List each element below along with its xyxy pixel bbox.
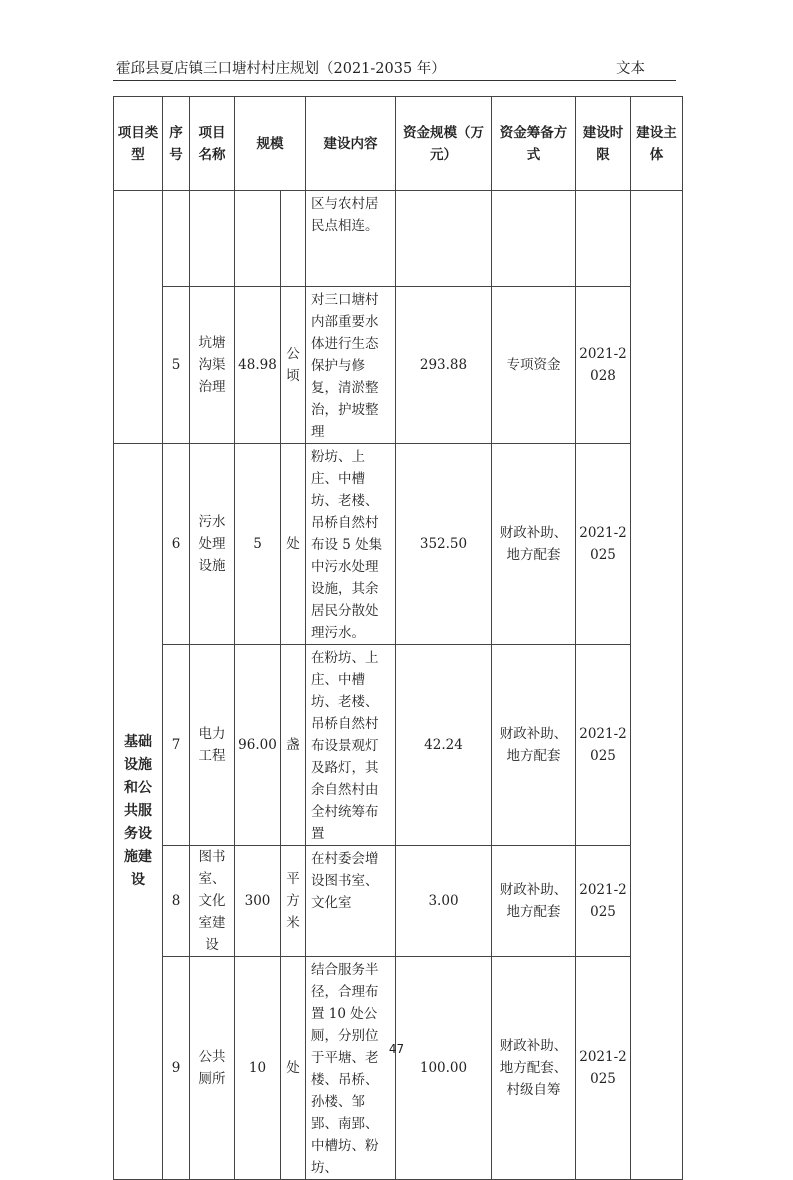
- seq-cell: 9: [163, 957, 190, 1180]
- content-cell: 在村委会增设图书室、文化室: [306, 846, 396, 957]
- col-header-content: 建设内容: [306, 97, 396, 191]
- source-cell: 财政补助、地方配套: [492, 846, 576, 957]
- col-header-fund: 资金规模（万元）: [396, 97, 492, 191]
- section-label: 文本: [616, 61, 645, 77]
- fund-cell: 352.50: [396, 444, 492, 645]
- source-cell: 财政补助、地方配套: [492, 645, 576, 846]
- name-cell: 公共厕所: [190, 957, 235, 1180]
- col-header-source: 资金筹备方式: [492, 97, 576, 191]
- table-row: [114, 846, 683, 957]
- fund-cell: 3.00: [396, 846, 492, 957]
- project-table: [113, 96, 683, 1180]
- page-number: 47: [388, 1042, 405, 1056]
- table-row: [114, 957, 683, 1180]
- col-header-owner: 建设主体: [631, 97, 683, 191]
- unit-cell: [281, 191, 306, 287]
- period-cell: 2021-2028: [576, 287, 631, 444]
- period-cell: [576, 191, 631, 287]
- seq-cell: 7: [163, 645, 190, 846]
- table-row: [114, 287, 683, 444]
- col-header-type: 项目类型: [114, 97, 163, 191]
- content-cell: 结合服务半径，合理布置 10 处公厕，分别位于平塘、老楼、吊桥、孙楼、邹郢、南郢、中槽坊、粉坊、: [306, 957, 396, 1180]
- col-header-scale: 规模: [235, 97, 306, 191]
- fund-cell: 42.24: [396, 645, 492, 846]
- document-title: 霍邱县夏店镇三口塘村村庄规划（2021-2035 年）: [116, 61, 446, 77]
- source-cell: 财政补助、地方配套、村级自筹: [492, 957, 576, 1180]
- header-divider: [113, 80, 676, 81]
- fund-cell: 293.88: [396, 287, 492, 444]
- table-row: [114, 444, 683, 645]
- content-cell: 区与农村居民点相连。: [306, 191, 396, 287]
- period-cell: 2021-2025: [576, 645, 631, 846]
- name-cell: 电力工程: [190, 645, 235, 846]
- scale-cell: 96.00: [235, 645, 281, 846]
- name-cell: 污水处理设施: [190, 444, 235, 645]
- col-header-name: 项目名称: [190, 97, 235, 191]
- content-cell: 在粉坊、上庄、中槽坊、老楼、吊桥自然村布设景观灯及路灯，其余自然村由全村统筹布置: [306, 645, 396, 846]
- table-row: [114, 191, 683, 287]
- fund-cell: [396, 191, 492, 287]
- unit-cell: 处: [281, 444, 306, 645]
- col-header-seq: 序号: [163, 97, 190, 191]
- seq-cell: 8: [163, 846, 190, 957]
- scale-cell: 300: [235, 846, 281, 957]
- category-cell: 基础设施和公共服务设施建设: [114, 444, 163, 1180]
- table-header-row: [114, 97, 683, 191]
- table-row: [114, 645, 683, 846]
- content-cell: 粉坊、上庄、中槽坊、老楼、吊桥自然村布设 5 处集中污水处理设施，其余居民分散处理污水。: [306, 444, 396, 645]
- source-cell: 财政补助、地方配套: [492, 444, 576, 645]
- name-cell: 坑塘沟渠治理: [190, 287, 235, 444]
- unit-cell: 盏: [281, 645, 306, 846]
- source-cell: 专项资金: [492, 287, 576, 444]
- scale-cell: 5: [235, 444, 281, 645]
- period-cell: 2021-2025: [576, 444, 631, 645]
- period-cell: 2021-2025: [576, 957, 631, 1180]
- category-cell-empty: [114, 191, 163, 444]
- seq-cell: [163, 191, 190, 287]
- source-cell: [492, 191, 576, 287]
- col-header-period: 建设时限: [576, 97, 631, 191]
- unit-cell: 平方米: [281, 846, 306, 957]
- name-cell: 图书室、文化室建设: [190, 846, 235, 957]
- fund-cell: 100.00: [396, 957, 492, 1180]
- scale-cell: 10: [235, 957, 281, 1180]
- unit-cell: 公顷: [281, 287, 306, 444]
- content-cell: 对三口塘村内部重要水体进行生态保护与修复，清淤整治，护坡整理: [306, 287, 396, 444]
- scale-cell: [235, 191, 281, 287]
- seq-cell: 5: [163, 287, 190, 444]
- unit-cell: 处: [281, 957, 306, 1180]
- period-cell: 2021-2025: [576, 846, 631, 957]
- owner-cell: [631, 191, 683, 1180]
- seq-cell: 6: [163, 444, 190, 645]
- name-cell: [190, 191, 235, 287]
- scale-cell: 48.98: [235, 287, 281, 444]
